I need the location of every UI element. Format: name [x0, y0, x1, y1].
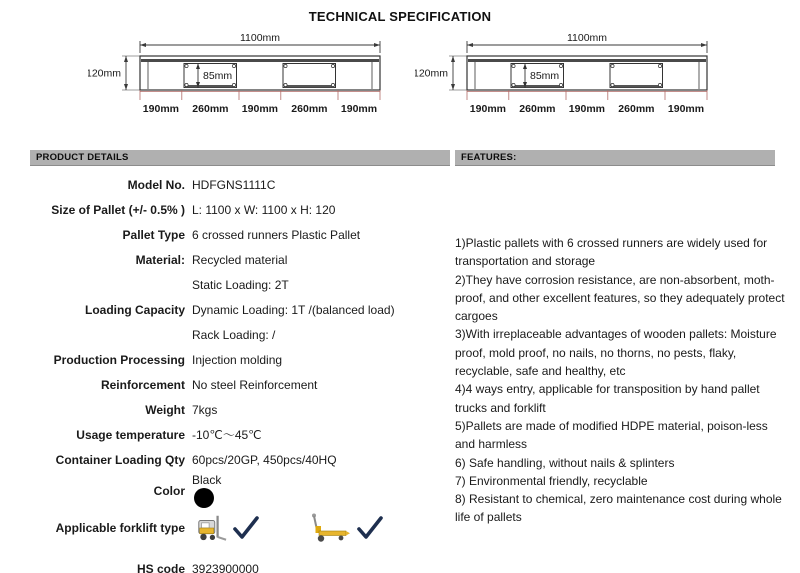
row-value: HDFGNS1111C — [192, 177, 276, 192]
table-row-applicable-forklift-type — [30, 510, 450, 546]
table-row-loading-capacity — [30, 297, 450, 322]
dim-label-segment: 190mm — [667, 103, 705, 115]
pallet-side-view-diagram — [88, 32, 388, 120]
row-label: HS code — [136, 561, 185, 573]
row-label: Production Processing — [53, 352, 185, 367]
row-label: Reinforcement — [100, 377, 185, 392]
dim-label-segment: 190mm — [469, 103, 507, 115]
row-label: Applicable forklift type — [55, 521, 185, 535]
features-list — [455, 234, 785, 527]
dim-label-segment: 190mm — [568, 103, 606, 115]
feature-item: 8) Resistant to chemical, zero maintenance cost during whole life of pallets — [455, 492, 782, 525]
row-label: Model No. — [127, 177, 185, 192]
feature-item: 3)With irreplaceable advantages of wooden pallets: Moisture proof, mold proof, no nails, no thorns, no pests, flaky, recyclable, safe and healthy, etc — [455, 327, 777, 379]
table-row-container-loading-qty — [30, 447, 450, 472]
dim-label-segment: 260mm — [192, 103, 229, 115]
dim-label-opening-height: 85mm — [203, 70, 233, 82]
check-icon — [233, 516, 259, 540]
table-row-static-loading — [30, 272, 450, 297]
table-row-reinforcement — [30, 372, 450, 397]
row-value: 6 crossed runners Plastic Pallet — [192, 227, 361, 242]
row-value: Rack Loading: / — [192, 327, 276, 342]
product-details-header-bar — [30, 150, 450, 166]
row-value: 7kgs — [192, 402, 218, 417]
table-row-pallet-type — [30, 222, 450, 247]
dim-label-segment: 190mm — [142, 103, 180, 115]
row-value: -10℃～45℃ — [192, 428, 262, 442]
table-row-usage-temperature — [30, 422, 450, 447]
pallet-drawing-right — [415, 32, 715, 120]
table-row-weight — [30, 397, 450, 422]
feature-item: 6) Safe handling, without nails & splinters — [455, 455, 675, 470]
row-value: 60pcs/20GP, 450pcs/40HQ — [192, 452, 337, 467]
row-label: Size of Pallet (+/- 0.5% ) — [51, 202, 185, 217]
forklift-icons-cell — [195, 512, 383, 544]
dim-label-pallet-height: 120mm — [88, 67, 121, 80]
features-header-bar — [455, 150, 775, 166]
row-value: Recycled material — [192, 252, 288, 267]
table-row-rack-loading — [30, 322, 450, 347]
row-label: Material: — [135, 252, 185, 267]
dim-label-pallet-height: 120mm — [415, 67, 448, 80]
table-row-color — [30, 472, 450, 510]
feature-item: 4)4 ways entry, applicable for transposition by hand pallet trucks and forklift — [455, 382, 760, 415]
row-label: Loading Capacity — [84, 302, 185, 317]
table-row-model-no — [30, 172, 450, 197]
pallet-drawing-left — [88, 32, 388, 120]
dim-label-segment: 190mm — [340, 103, 378, 115]
forklift-icon — [195, 512, 227, 544]
row-value: 3923900000 — [192, 561, 259, 573]
table-row-production-processing — [30, 347, 450, 372]
dim-label-segment: 190mm — [241, 103, 279, 115]
dim-label-top-width: 1100mm — [566, 32, 608, 44]
row-value: Static Loading: 2T — [192, 277, 289, 292]
row-label: Container Loading Qty — [55, 452, 185, 467]
table-row-size — [30, 197, 450, 222]
color-swatch-black — [194, 488, 214, 508]
feature-item: 5)Pallets are made of modified HDPE material, poison-less and harmless — [455, 418, 768, 452]
row-label: Pallet Type — [122, 227, 185, 242]
dim-label-opening-height: 85mm — [530, 70, 560, 82]
table-row-material — [30, 247, 450, 272]
product-details-table — [30, 172, 450, 573]
features-header-label: FEATURES: — [461, 152, 517, 163]
row-label: Color — [153, 484, 185, 498]
dim-label-top-width: 1100mm — [239, 32, 281, 44]
feature-item: 1)Plastic pallets with 6 crossed runners are widely used for transportation and storage — [455, 236, 768, 269]
product-details-header-label: PRODUCT DETAILS — [36, 152, 129, 163]
dim-label-segment: 260mm — [618, 103, 655, 115]
feature-item: 7) Environmental friendly, recyclable — [455, 473, 648, 488]
table-row-hs-code — [30, 556, 450, 573]
row-value: Dynamic Loading: 1T /(balanced load) — [192, 302, 395, 317]
color-name: Black — [192, 473, 222, 487]
pallet-side-view-diagram — [415, 32, 715, 120]
dim-label-segment: 260mm — [519, 103, 556, 115]
row-label: Weight — [145, 402, 185, 417]
color-value-cell — [192, 474, 221, 508]
check-icon — [357, 516, 383, 540]
row-label: Usage temperature — [76, 427, 185, 442]
row-value: L: 1100 x W: 1100 x H: 120 — [192, 202, 336, 217]
page-title: TECHNICAL SPECIFICATION — [308, 9, 492, 24]
feature-item: 2)They have corrosion resistance, are non-absorbent, moth-proof, and other excellent features, so they adequately protect cargoes — [455, 272, 785, 324]
row-value: Injection molding — [192, 352, 283, 367]
dim-label-segment: 260mm — [291, 103, 328, 115]
hand-pallet-truck-icon — [307, 513, 351, 543]
row-value: No steel Reinforcement — [192, 377, 318, 392]
